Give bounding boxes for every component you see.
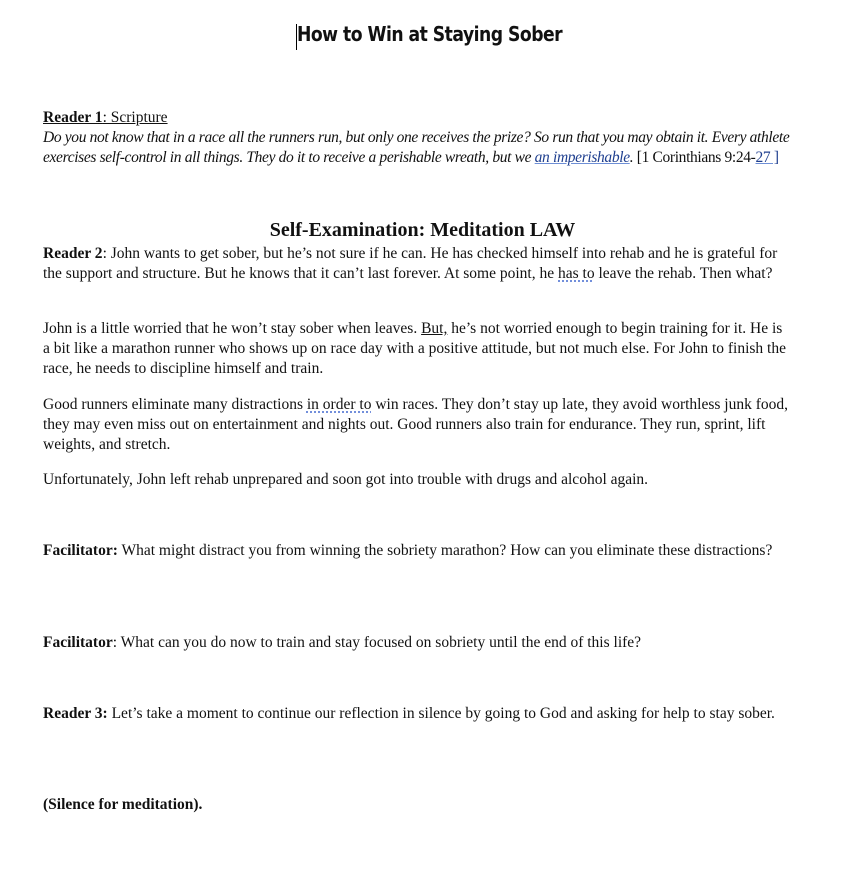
speaker-facilitator-1: Facilitator:: [43, 542, 118, 559]
reader-3-text: Let’s take a moment to continue our reflection in silence by going to God and asking for help to stay sober.: [107, 705, 775, 722]
reader-2-section: [43, 244, 793, 284]
scripture-section: [43, 108, 793, 168]
reader-2-text-1b: leave the rehab. Then what?: [594, 265, 773, 282]
scripture-text: [43, 128, 793, 168]
reader-2-paragraph-3: [43, 395, 793, 455]
reader-2-paragraph-4: [43, 470, 793, 490]
reader-2-paragraph-2: [43, 319, 793, 379]
speaker-reader-2: Reader 2: [43, 245, 103, 262]
silence-instruction: (Silence for meditation).: [43, 796, 203, 813]
scripture-reference-link[interactable]: 27 ]: [755, 149, 779, 166]
scripture-quote-end: .: [629, 149, 634, 166]
speaker-reader-3: Reader 3:: [43, 705, 108, 722]
facilitator-1-section: [43, 541, 793, 561]
reader-2-text-2b: he’s not worried enough to begin training for it. He is a bit like a marathon runner who shows up on race day with a positive attitude, but not much else. For John to finish the race, he needs to discipline himself and train.: [43, 320, 786, 377]
reader-2-paragraph-1: [43, 244, 793, 284]
speaker-facilitator-2: Facilitator: [43, 634, 113, 651]
grammar-flag-in-order-to[interactable]: in order to: [306, 396, 372, 413]
facilitator-2-question: : What can you do now to train and stay focused on sobriety until the end of this life?: [112, 634, 642, 651]
facilitator-2-section: [43, 633, 793, 653]
reader-2-text-2a: John is a little worried that he won’t stay sober when leaves.: [43, 320, 422, 337]
scripture-flagged-word[interactable]: an imperishable: [534, 149, 630, 166]
document-title: How to Win at Staying Sober: [297, 22, 563, 46]
scripture-reference: [1 Corinthians 9:24-: [633, 149, 756, 166]
scripture-label: : Scripture: [102, 109, 168, 126]
scripture-label-line: [43, 108, 793, 128]
scripture-quote: Do you not know that in a race all the runners run, but only one receives the prize? So run that you may obtain it. Every athlete exercises self-control in all things. They do it to receive a perishable wreath, but we: [43, 129, 790, 166]
reader-3-section: [43, 704, 793, 724]
silence-instruction-section: [43, 795, 793, 815]
speaker-reader-1: Reader 1: [43, 109, 103, 126]
section-heading: Self-Examination: Meditation LAW: [269, 219, 576, 241]
reader-2-text-3b: win races. They don’t stay up late, they avoid worthless junk food, they may even miss out on entertainment and nights out. Good runners also train for endurance. They run, sprint, lift weights, and stretch.: [43, 396, 789, 453]
reader-2-text-1a: : John wants to get sober, but he’s not sure if he can. He has checked himself into rehab and he is grateful for the support and structure. But he knows that it can’t last forever. At some point, he: [43, 245, 778, 282]
grammar-flag-has-to[interactable]: has to: [558, 265, 595, 282]
grammar-flag-but[interactable]: But,: [421, 320, 448, 337]
reader-2-text-3a: Good runners eliminate many distractions: [43, 396, 307, 413]
reader-2-text-4: Unfortunately, John left rehab unprepared and soon got into trouble with drugs and alcohol again.: [43, 471, 649, 488]
facilitator-1-question: What might distract you from winning the sobriety marathon? How can you eliminate these distractions?: [117, 542, 773, 559]
